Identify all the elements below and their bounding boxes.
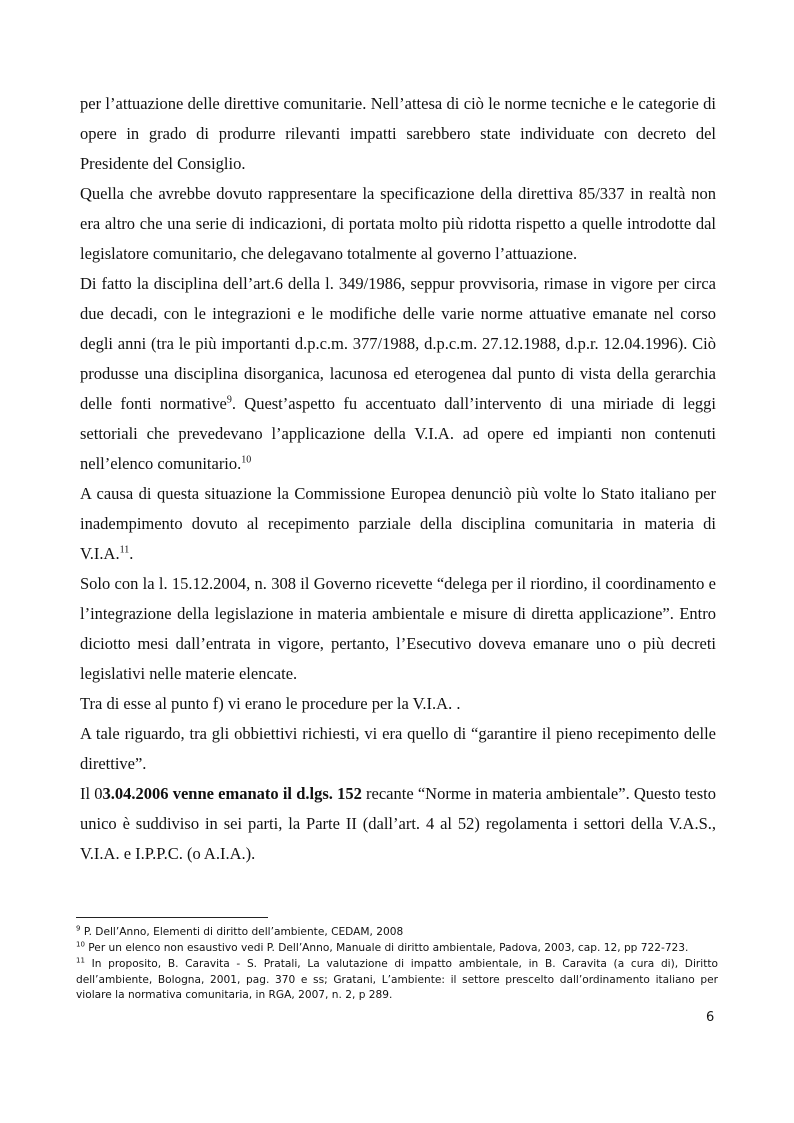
paragraph-3-text-a: Di fatto la disciplina dell’art.6 della l. 349/1986, seppur provvisoria, rimase in vigore per circa due decadi, con le integrazioni e le modifiche delle varie norme attuative emanate nel corso degli anni (tra le più importanti d.p.c.m. 377/1988, d.p.c.m. 27.12.1988, d.p.r. 12.04.1996). Ciò produsse una disciplina disorganica, lacunosa ed eterogenea dal punto di vista della gerarchia delle fonti normative bbox=[80, 274, 716, 413]
paragraph-5 bbox=[80, 569, 716, 689]
footnote-text: P. Dell’Anno, Elementi di diritto dell’ambiente, CEDAM, 2008 bbox=[80, 926, 404, 938]
paragraph-7 bbox=[80, 719, 716, 779]
footnote-11 bbox=[76, 957, 718, 1004]
paragraph-6-text: Tra di esse al punto f) vi erano le procedure per la V.I.A. . bbox=[80, 694, 461, 713]
paragraph-3-text-b: . Quest’aspetto fu accentuato dall’intervento di una miriade di leggi settoriali che prevedevano l’applicazione della V.I.A. ad opere ed impianti non contenuti nell’elenco comunitario. bbox=[80, 394, 717, 473]
paragraph-2 bbox=[80, 179, 716, 269]
footnote-number: 11 bbox=[76, 956, 85, 965]
paragraph-4 bbox=[80, 479, 716, 569]
paragraph-2-text: Quella che avrebbe dovuto rappresentare la specificazione della direttiva 85/337 in realtà non era altro che una serie di indicazioni, di portata molto più ridotta rispetto a quelle introdotte dal legislatore comunitario, che delegavano totalmente al governo l’attuazione. bbox=[80, 184, 716, 263]
paragraph-6 bbox=[80, 689, 716, 719]
paragraph-8-text-bold: 3.04.2006 venne emanato il d.lgs. 152 bbox=[102, 784, 362, 803]
paragraph-5-text: Solo con la l. 15.12.2004, n. 308 il Governo ricevette “delega per il riordino, il coordinamento e l’integrazione della legislazione in materia ambientale e misure di diretta applicazione”. Entro diciotto mesi dall’entrata in vigore, pertanto, l’Esecutivo doveva emanare uno o più decreti legislativi nelle materie elencate. bbox=[80, 574, 716, 683]
footnote-ref-11[interactable]: 11 bbox=[119, 544, 130, 556]
paragraph-4-text-a: A causa di questa situazione la Commissione Europea denunciò più volte lo Stato italiano per inadempimento dovuto al recepimento parziale della disciplina comunitaria in materia di V.I.A. bbox=[80, 484, 716, 563]
footnote-9 bbox=[76, 925, 718, 941]
footnote-text: Per un elenco non esaustivo vedi P. Dell’Anno, Manuale di diritto ambientale, Padova, 2003, cap. 12, pp 722-723. bbox=[84, 942, 689, 954]
footnote-10 bbox=[76, 941, 718, 957]
footnote-text: In proposito, B. Caravita - S. Pratali, La valutazione di impatto ambientale, in B. Caravita (a cura di), Diritto dell’ambiente, Bologna, 2001, pag. 370 e ss; Gratani, L’ambiente: il settore prescelto dall’ordinamento italiano per violare la normativa comunitaria, in RGA, 2007, n. 2, p 289. bbox=[76, 958, 718, 1001]
paragraph-3 bbox=[80, 269, 716, 479]
footnote-ref-9[interactable]: 9 bbox=[226, 394, 232, 406]
paragraph-4-text-b: . bbox=[129, 544, 134, 563]
footnote-separator bbox=[76, 917, 268, 918]
footnote-number: 9 bbox=[76, 924, 81, 933]
paragraph-1-text: per l’attuazione delle direttive comunitarie. Nell’attesa di ciò le norme tecniche e le categorie di opere in grado di produrre rilevanti impatti sarebbero state individuate con decreto del Presidente del Consiglio. bbox=[80, 94, 716, 173]
page-number: 6 bbox=[706, 1010, 715, 1025]
paragraph-8 bbox=[80, 779, 716, 869]
footnote-ref-10[interactable]: 10 bbox=[241, 454, 252, 466]
footnote-number: 10 bbox=[76, 940, 85, 949]
paragraph-7-text: A tale riguardo, tra gli obbiettivi richiesti, vi era quello di “garantire il pieno recepimento delle direttive”. bbox=[80, 724, 716, 773]
paragraph-1 bbox=[80, 89, 716, 179]
paragraph-8-text-pre: Il 0 bbox=[80, 784, 103, 803]
paragraph-8-text-post: recante “Norme in materia ambientale”. Questo testo unico è suddiviso in sei parti, la Parte II (dall’art. 4 al 52) regolamenta i settori della V.A.S., V.I.A. e I.P.P.C. (o A.I.A.). bbox=[80, 784, 716, 863]
